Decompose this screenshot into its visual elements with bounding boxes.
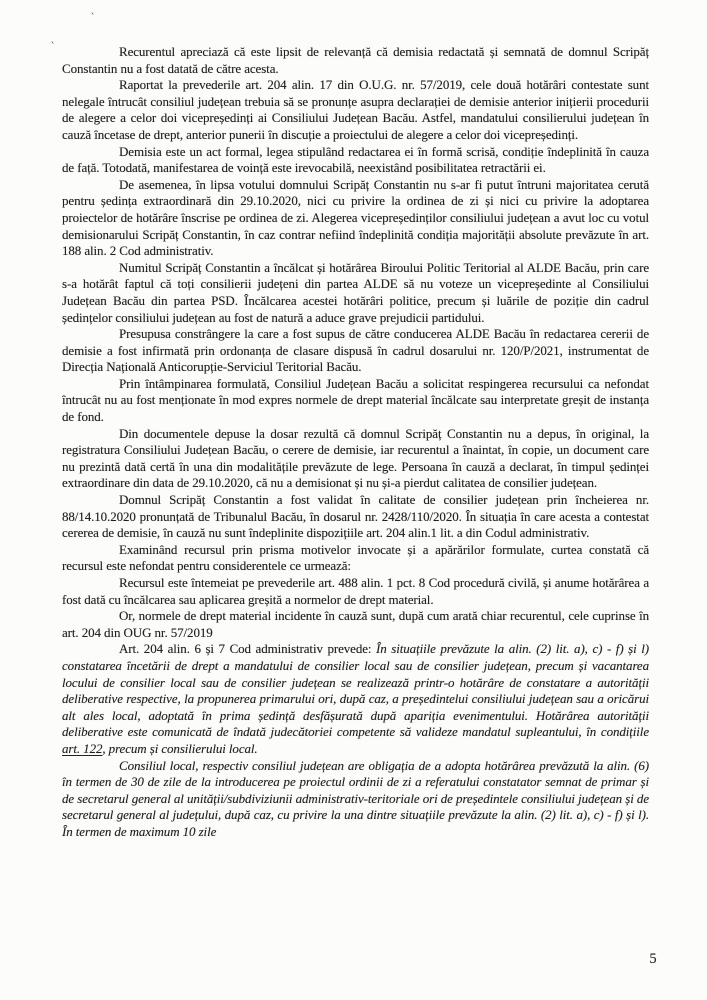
scan-artifact-mark: ` [89,9,96,25]
paragraph [62,608,649,641]
paragraph [62,492,649,542]
text-segment: De asemenea, în lipsa votului domnului Scripăț Constantin nu s-ar fi putut întruni majoritatea cerută pentru ședința extraordinară din 29.10.2020, nici cu privire la ordinea de zi și nici cu privire la adoptarea proiectelor de hotărâre înscrise pe ordinea de zi. Alegerea vicepreședinților consiliului județean a avut loc cu votul demisionarului Scripăț Constantin, în caz contrar nefiind îndeplinită condiția majorității absolute prevăzute în art. 188 alin. 2 Cod administrativ. [62,176,649,259]
text-segment: Raportat la prevederile art. 204 alin. 17 din O.U.G. nr. 57/2019, cele două hotărâri contestate sunt nelegale întrucât consiliul județean trebuia să se pronunțe asupra declarației de demisie anterior inițierii procedurii de alegere a celor doi vicepreședinți ai Consiliului Județean Bacău. Astfel, mandatului consilierului județean în cauză încetase de drept, anterior punerii în discuție a proiectului de alegere a celor doi vicepreședinți. [62,77,649,142]
paragraph [62,575,649,608]
paragraph [62,44,649,77]
paragraph [62,542,649,575]
document-text-block [62,44,649,841]
paragraph [62,177,649,260]
paragraph [62,641,649,757]
paragraph [62,260,649,326]
paragraph [62,376,649,426]
text-segment: Recurentul apreciază că este lipsit de relevanță că demisia redactată și semnată de domnul Scripăț Constantin nu a fost datată de către acesta. [62,44,649,76]
text-segment: Presupusa constrângere la care a fost supus de către conducerea ALDE Bacău în redactarea cererii de demisie a fost infirmată prin ordonanța de clasare dispusă în cadrul dosarului nr. 120/P/2021, instrumentat de Direcția Națională Anticorupție-Serviciul Teritorial Bacău. [62,326,649,375]
text-segment: Art. 204 alin. 6 și 7 Cod administrativ prevede: [119,641,377,657]
text-segment: Prin întâmpinarea formulată, Consiliul Județean Bacău a solicitat respingerea recursului ca nefondat întrucât nu au fost menționate în mod expres normele de drept material încălcate sau interpretate greșit de instanța de fond. [62,375,649,425]
paragraph [62,144,649,177]
text-segment: Din documentele depuse la dosar rezultă că domnul Scripăț Constantin nu a depus, în original, la registratura Consiliului Județean Bacău, o cerere de demisie, iar recurentul a înaintat, în copie, un document care nu prezintă dată certă în una din modalitățile prevăzute de lege. Persoana în cauză a declarat, în timpul ședinței extraordinare din data de 29.10.2020, că nu a demisionat și nu și-a pierdut calitatea de consilier județean. [62,425,649,491]
scan-artifact-mark: ` [49,38,56,54]
text-segment: Or, normele de drept material incidente în cauză sunt, după cum arată chiar recurentul, cele cuprinse în art. 204 din OUG nr. 57/2019 [62,608,649,640]
text-segment: Recursul este întemeiat pe prevederile art. 488 alin. 1 pct. 8 Cod procedură civilă, și anume hotărârea a fost dată cu încălcarea sau aplicarea greșită a normelor de drept material. [62,575,649,607]
text-segment: Examinând recursul prin prisma motivelor invocate și a apărărilor formulate, curtea constată că recursul este nefondat pentru considerentele ce urmează: [62,541,649,574]
page-number: 5 [649,951,657,967]
text-segment: , precum și consilierului local. [102,740,258,756]
text-segment: Numitul Scripăț Constantin a încălcat și hotărârea Biroului Politic Teritorial al ALDE Bacău, prin care s-a hotărât faptul că toți consilierii județeni din partea ALDE să nu voteze un vicepreședinte al Consiliului Județean Bacău din partea PSD. Încălcarea acestei hotărâri politice, precum și luările de poziție din cadrul ședințelor consiliului județean au fost de natură a aduce grave prejudicii partidului. [62,259,649,325]
paragraph [62,77,649,143]
text-segment: Domnul Scripăț Constantin a fost validat în calitate de consilier județean prin încheierea nr. 88/14.10.2020 pronunțată de Tribunalul Bacău, în dosarul nr. 2428/110/2020. În situația în care acesta a contestat cererea de demisie, în cauză nu sunt îndeplinite dispozițiile art. 204 alin.1 lit. a din Codul administrativ. [62,492,649,541]
text-segment: art. 122 [62,740,103,756]
text-segment: În situațiile prevăzute la alin. (2) lit. a), c) - f) și l) constatarea încetării de drept a mandatului de consilier local sau de consilier județean, precum și vacantarea locului de consilier local sau de consilier județean se realizează printr-o hotărâre de constatare a autorității deliberative respective, la propunerea primarului ori, după caz, a președintelui consiliului județean sau a oricărui alt ales local, adoptată în prima ședință desfășurată după apariția evenimentului. Hotărârea autorității deliberative este comunicată de îndată judecătoriei competente să valideze mandatul supleantului, în condițiile [62,641,649,740]
text-segment: Consiliul local, respectiv consiliul județean are obligația de a adopta hotărârea prevăzută la alin. (6) în termen de 30 de zile de la introducerea pe proiectul ordinii de zi a referatului constatator semnat de primar și de secretarul general al unității/subdiviziunii administrativ-teritoriale ori de președintele consiliului județean și de secretarul general al județului, după caz, cu privire la una dintre situațiile prevăzute la alin. (2) lit. a), c) - f) și l). În termen de maximum 10 zile [62,757,649,839]
paragraph [62,426,649,492]
paragraph [62,758,649,841]
paragraph [62,326,649,376]
text-segment: Demisia este un act formal, legea stipulând redactarea ei în formă scrisă, condiție îndeplinită în cauza de față. Totodată, manifestarea de voință este irevocabilă, neexistând posibilitatea retractării ei. [62,143,649,176]
